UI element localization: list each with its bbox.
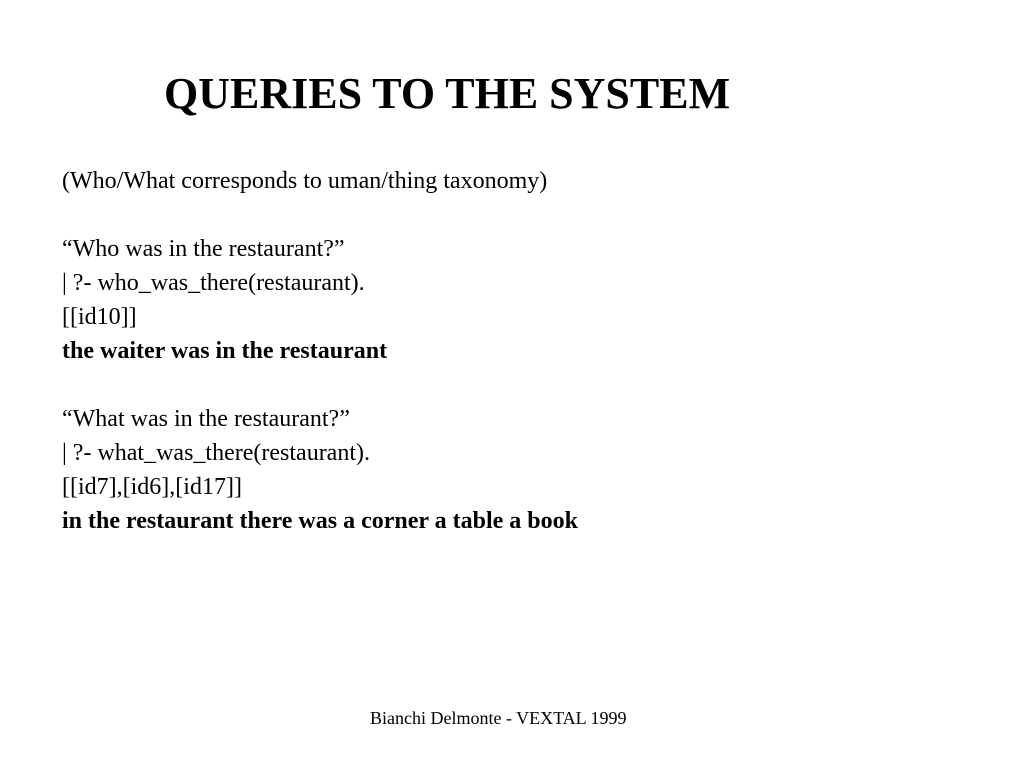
intro-text: (Who/What corresponds to uman/thing taxonomy) bbox=[62, 168, 548, 194]
query-1-command: | ?- who_was_there(restaurant). bbox=[62, 270, 365, 296]
query-1-question: “Who was in the restaurant?” bbox=[62, 236, 345, 262]
spacer bbox=[62, 368, 1002, 402]
query-2-command: | ?- what_was_there(restaurant). bbox=[62, 440, 370, 466]
query-2-result: [[id7],[id6],[id17]] bbox=[62, 474, 242, 500]
query-2-answer: in the restaurant there was a corner a table a book bbox=[62, 508, 578, 534]
spacer bbox=[62, 198, 1002, 232]
query-2-question: “What was in the restaurant?” bbox=[62, 406, 350, 432]
slide-body bbox=[62, 164, 1002, 538]
query-1-answer: the waiter was in the restaurant bbox=[62, 338, 388, 364]
slide-title: QUERIES TO THE SYSTEM bbox=[164, 69, 731, 118]
slide-footer: Bianchi Delmonte - VEXTAL 1999 bbox=[370, 708, 627, 728]
query-1-result: [[id10]] bbox=[62, 304, 137, 330]
